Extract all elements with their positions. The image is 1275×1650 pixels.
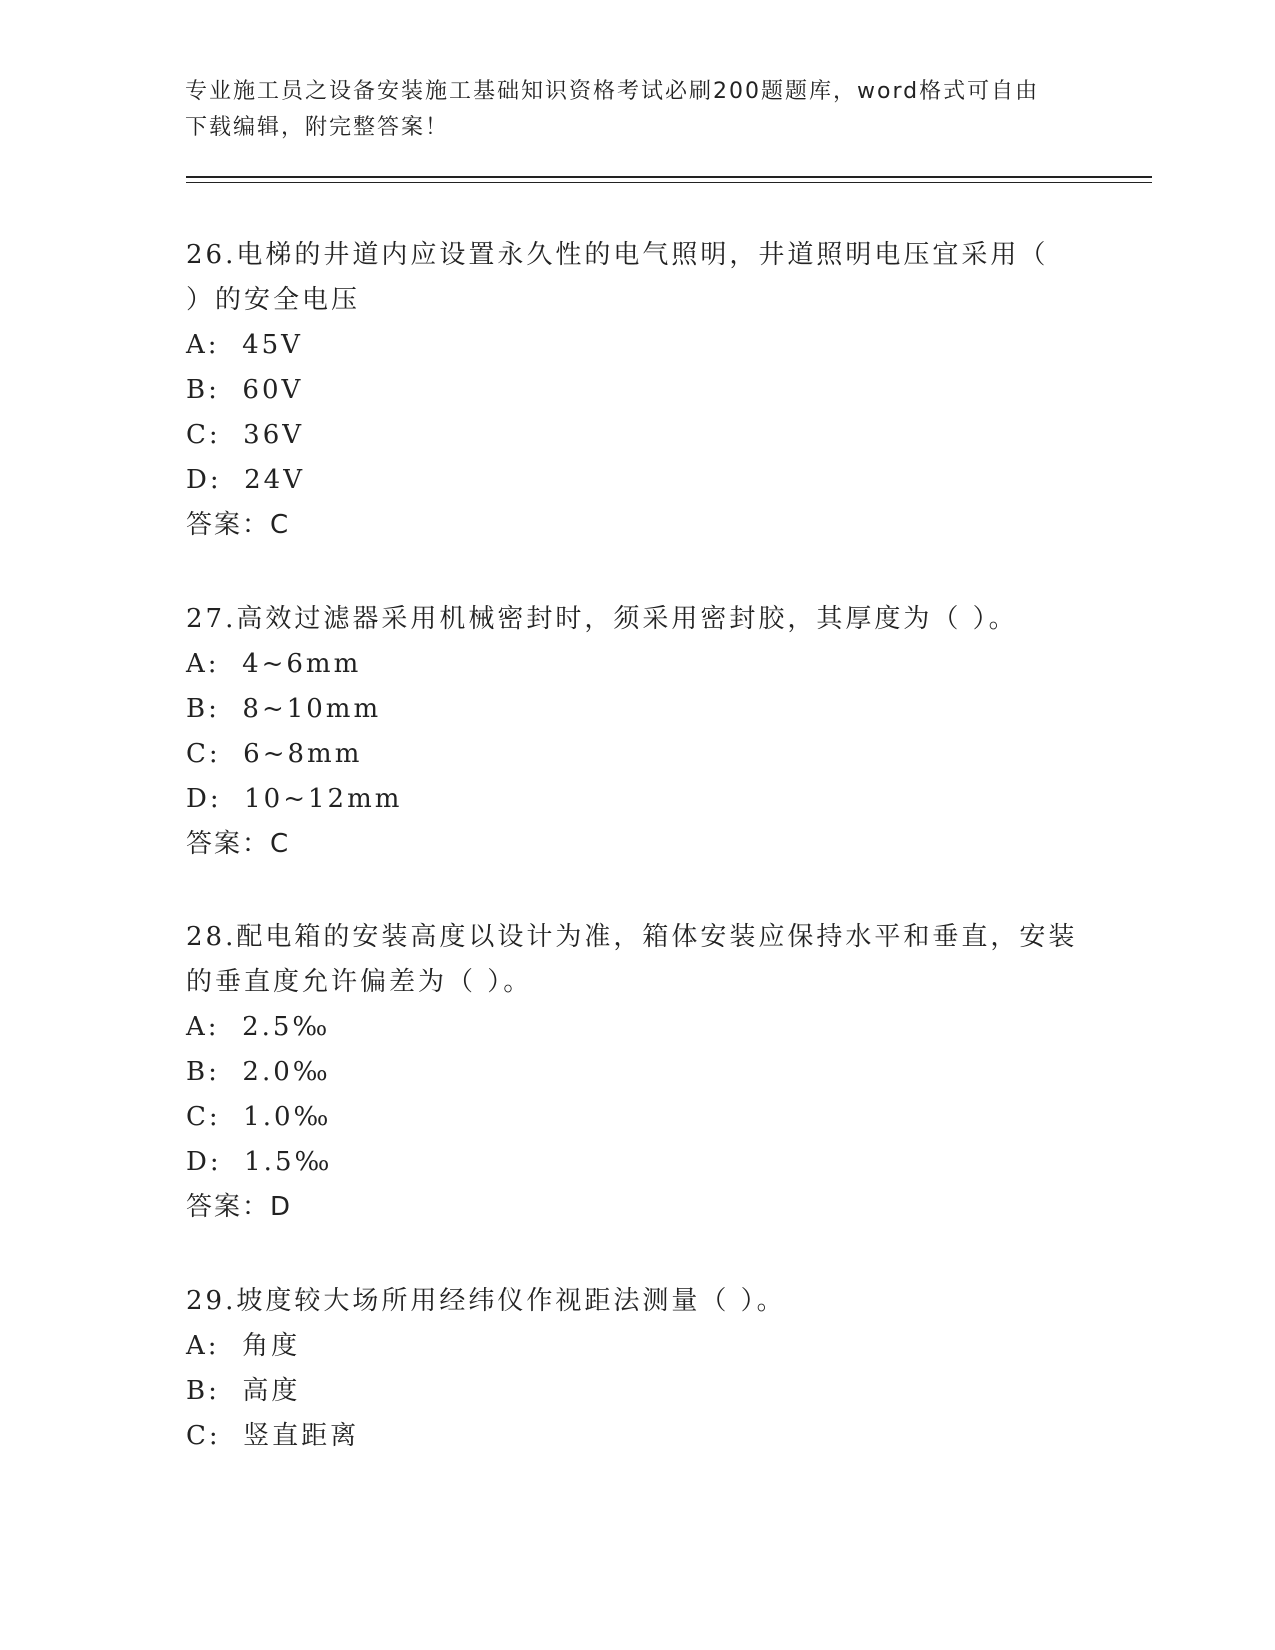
option-a: A: 4~6mm — [186, 649, 362, 679]
option-d: D: 1.5‰ — [186, 1147, 333, 1177]
header-divider-thin — [186, 182, 1152, 183]
question-29 — [186, 1279, 1086, 1459]
header-line-1: 专业施工员之设备安装施工基础知识资格考试必刷200题题库，word格式可自由 — [185, 79, 1040, 104]
option-c: C: 竖直距离 — [186, 1421, 360, 1451]
option-a: A: 角度 — [186, 1331, 301, 1361]
question-26 — [186, 233, 1086, 548]
option-b: B: 2.0‰ — [186, 1057, 331, 1087]
option-c: C: 36V — [186, 420, 305, 450]
option-b: B: 高度 — [186, 1376, 301, 1406]
question-stem-line: 29.坡度较大场所用经纬仪作视距法测量（ ）。 — [186, 1286, 786, 1316]
document-header — [185, 74, 1085, 146]
option-d: D: 10~12mm — [186, 784, 403, 814]
option-d: D: 24V — [186, 465, 305, 495]
header-divider-thick — [186, 176, 1152, 178]
question-stem-line: 27.高效过滤器采用机械密封时，须采用密封胶，其厚度为（ ）。 — [186, 604, 1018, 634]
option-b: B: 60V — [186, 375, 304, 405]
question-28 — [186, 915, 1086, 1230]
answer: 答案：C — [186, 510, 291, 540]
option-a: A: 2.5‰ — [186, 1012, 331, 1042]
answer: 答案：D — [186, 1192, 293, 1222]
question-stem-line: 的垂直度允许偏差为（ ）。 — [186, 967, 533, 997]
option-b: B: 8~10mm — [186, 694, 382, 724]
question-stem-line: 28.配电箱的安装高度以设计为准，箱体安装应保持水平和垂直，安装 — [186, 922, 1078, 952]
header-line-2: 下载编辑，附完整答案！ — [185, 115, 450, 140]
answer: 答案：C — [186, 829, 291, 859]
option-c: C: 1.0‰ — [186, 1102, 332, 1132]
option-a: A: 45V — [186, 330, 303, 360]
option-c: C: 6~8mm — [186, 739, 363, 769]
question-stem-line: 26.电梯的井道内应设置永久性的电气照明，井道照明电压宜采用（ — [186, 240, 1049, 270]
question-27 — [186, 597, 1086, 867]
question-stem-line: ）的安全电压 — [186, 285, 361, 315]
